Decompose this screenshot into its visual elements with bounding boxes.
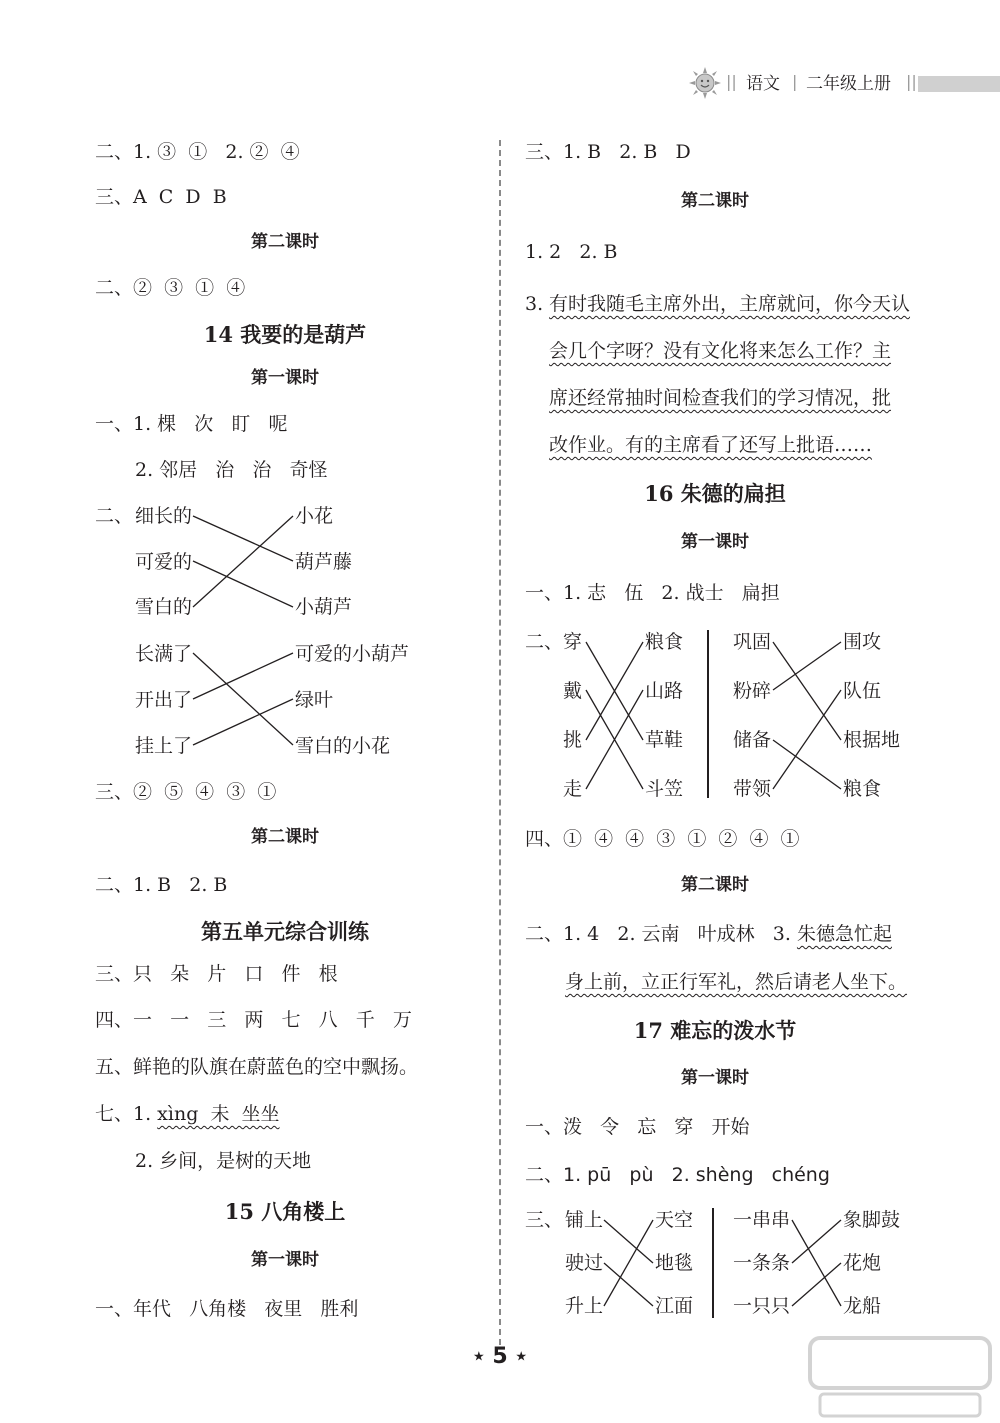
m4-line-2 [773,642,841,690]
right-line-7-text: 二、1. 4 2. 云南 叶成林 3. [525,923,797,945]
right-line-3-num: 3. [525,293,550,315]
match1-right-2: 葫芦藤 [295,551,353,573]
watermark-logo [800,1330,1000,1423]
right-line-5-prefix: 二、 [525,631,564,653]
m6-right-1: 象脚鼓 [843,1209,901,1231]
match2-right-2: 绿叶 [295,689,334,711]
m3-right-4: 斗笠 [645,778,684,800]
right-line-7 [525,922,892,946]
left-line-10: 四、一 一 三 两 七 八 千 万 [95,1009,412,1031]
match1-left-3: 雪白的 [135,596,193,618]
right-line-11-prefix: 三、 [525,1209,564,1231]
right-line-1: 三、1. B 2. B D [525,141,691,163]
m3-line-3 [586,642,643,740]
match1-left-2: 可爱的 [135,551,193,573]
match2-line-3 [193,699,293,745]
match1-right-3: 小葫芦 [295,596,353,618]
left-line-12-prefix: 七、1. [95,1103,158,1125]
m3-left-2: 戴 [563,680,583,702]
m3-left-4: 走 [563,778,583,800]
m3-m4-divider [707,630,709,798]
m4-line-3 [773,740,841,789]
right-heading-lesson2-a: 第二课时 [681,191,749,211]
m5-right-1: 天空 [655,1209,694,1231]
left-line-9: 三、只 朵 片 口 件 根 [95,963,338,985]
match1-line-2 [193,561,293,607]
right-line-4: 一、1. 志 伍 2. 战士 扁担 [525,582,780,604]
m6-right-3: 龙船 [843,1295,882,1317]
left-line-5: 2. 邻居 治 治 奇怪 [135,459,328,481]
right-line-2: 1. 2 2. B [525,241,618,263]
m3-left-3: 挑 [563,729,583,751]
left-line-1: 二、1. ③ ① 2. ② ④ [95,141,300,163]
m3-line-2 [586,690,643,789]
right-heading-lesson1-a: 第一课时 [681,532,749,552]
right-line-7-answer: 朱德急忙起 [796,923,892,945]
m4-right-1: 围攻 [843,631,882,653]
m3-left-1: 穿 [563,631,583,653]
m5-right-2: 地毯 [655,1252,694,1274]
m5-line-2 [604,1263,653,1306]
page-number [470,1344,530,1369]
right-line-6: 四、① ④ ④ ③ ① ② ④ ① [525,828,800,850]
right-line-3-d: 改作业。有的主席看了还写上批语…… [549,434,873,456]
left-line-8: 二、1. B 2. B [95,874,228,896]
left-heading-lesson2-b: 第二课时 [251,827,319,847]
m4-line-4 [773,690,841,789]
header-grade: 二年级上册 [806,74,891,94]
star-icon-left: ★ [473,1349,485,1365]
left-line-2: 三、A C D B [95,186,227,208]
m4-right-2: 队伍 [843,680,882,702]
m3-line-4 [586,690,643,789]
m5-m6-divider [712,1208,714,1318]
match1-right-1: 小花 [295,505,334,527]
header-sun-icon [688,66,722,100]
m5-left-2: 驶过 [565,1252,604,1274]
match1-line-3 [193,516,293,607]
left-line-12 [95,1102,280,1126]
page-number-value: 5 [492,1344,508,1369]
header-bar [918,76,1000,92]
header-subject: 语文 [746,74,780,94]
left-line-3: 二、② ③ ① ④ [95,277,246,299]
m6-line-3 [792,1263,841,1306]
match2-right-3: 雪白的小花 [295,735,391,757]
m4-line-1 [773,642,841,740]
left-heading-lesson1-a: 第一课时 [251,368,319,388]
m4-left-3: 储备 [733,729,772,751]
right-heading-lesson2-b: 第二课时 [681,875,749,895]
m5-line-1 [604,1220,653,1263]
left-line-11: 五、鲜艳的队旗在蔚蓝色的空中飘扬。 [95,1056,419,1078]
m3-right-3: 草鞋 [645,729,684,751]
match1-line-1 [193,516,293,561]
title-unit-5: 第五单元综合训练 [201,919,369,944]
m4-left-4: 带领 [733,778,772,800]
header-ticks-right: || [906,72,917,91]
column-divider [499,140,501,1345]
m4-left-2: 粉碎 [733,680,772,702]
header-ticks-left: || [726,72,737,91]
m6-line-2 [792,1220,841,1263]
left-line-7: 三、② ⑤ ④ ③ ① [95,781,277,803]
m5-left-3: 升上 [565,1295,604,1317]
match2-left-2: 开出了 [135,689,193,711]
left-line-12-answer: xìng 未 坐坐 [157,1103,280,1125]
m6-right-2: 花炮 [843,1252,882,1274]
match2-line-1 [193,653,293,745]
match2-left-1: 长满了 [135,643,193,665]
title-lesson-16: 16 朱德的扁担 [644,481,786,506]
right-line-10: 二、1. pū pù 2. shèng chéng [525,1164,830,1186]
left-line-13: 2. 乡间，是树的天地 [135,1150,312,1172]
left-heading-lesson2-a: 第二课时 [251,232,319,252]
m3-right-2: 山路 [645,680,684,702]
m5-line-3 [604,1220,653,1306]
m4-right-4: 粮食 [843,778,882,800]
right-line-3-c: 席还经常抽时间检查我们的学习情况，批 [549,387,892,409]
right-line-3-a: 有时我随毛主席外出，主席就问，你今天认 [549,293,911,315]
match2-right-1: 可爱的小葫芦 [295,643,410,665]
star-icon-right: ★ [515,1349,527,1365]
m4-right-3: 根据地 [843,729,901,751]
right-line-3-b: 会几个字呀？没有文化将来怎么工作？主 [549,340,892,362]
right-line-9: 一、泼 令 忘 穿 开始 [525,1116,750,1138]
m6-left-2: 一条条 [733,1252,791,1274]
m5-right-3: 江面 [655,1295,694,1317]
title-lesson-17: 17 难忘的泼水节 [633,1018,797,1043]
header-separator: | [792,72,798,91]
left-line-4: 一、1. 棵 次 盯 呢 [95,413,288,435]
m4-left-1: 巩固 [733,631,772,653]
left-line-6-prefix: 二、 [95,505,134,527]
m5-left-1: 铺上 [565,1209,604,1231]
title-lesson-15: 15 八角楼上 [224,1199,346,1224]
left-line-14: 一、年代 八角楼 夜里 胜利 [95,1298,359,1320]
left-heading-lesson1-b: 第一课时 [251,1250,319,1270]
title-lesson-14: 14 我要的是葫芦 [203,322,367,347]
m3-line-1 [586,642,643,740]
m6-line-1 [792,1220,841,1306]
match2-line-2 [193,653,293,699]
match2-left-3: 挂上了 [135,735,193,757]
m3-right-1: 粮食 [645,631,684,653]
m6-left-3: 一只只 [733,1295,791,1317]
m6-left-1: 一串串 [733,1209,791,1231]
match1-left-1: 细长的 [135,505,193,527]
right-heading-lesson1-b: 第一课时 [681,1068,749,1088]
right-line-8: 身上前，立正行军礼，然后请老人坐下。 [565,971,908,993]
